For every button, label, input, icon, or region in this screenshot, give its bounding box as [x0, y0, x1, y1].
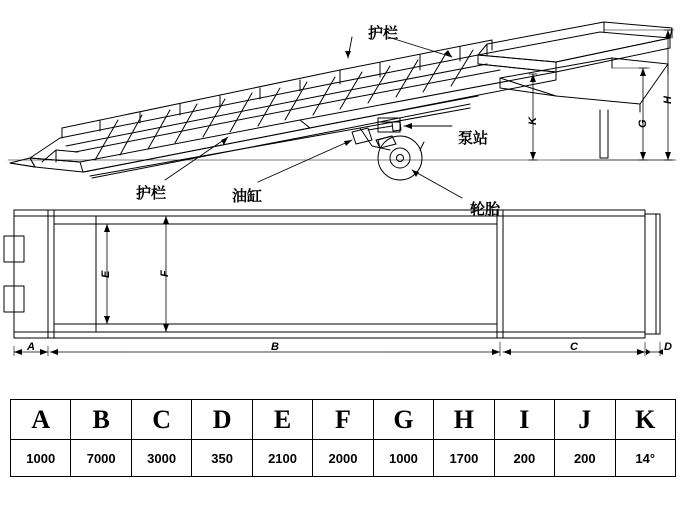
spec-value-cell: 2100 [252, 440, 312, 477]
dim-letter-E: E [100, 270, 112, 278]
dim-letter-A: A [27, 341, 35, 353]
spec-value-cell: 1000 [373, 440, 433, 477]
spec-table-header-row [11, 400, 676, 440]
spec-value-cell: 2000 [313, 440, 373, 477]
spec-header-cell: A [11, 400, 71, 440]
spec-header-cell: G [373, 400, 433, 440]
dim-letter-C: C [570, 341, 578, 353]
spec-header-cell: I [494, 400, 554, 440]
label-guardrail-top: 护栏 [368, 25, 399, 42]
spec-value-cell: 1000 [11, 440, 71, 477]
dim-letter-D: D [664, 341, 672, 353]
dim-letter-K: K [527, 117, 539, 125]
spec-value-cell: 350 [192, 440, 252, 477]
plan-view [4, 210, 663, 356]
spec-header-cell: B [71, 400, 131, 440]
spec-value-cell: 14° [615, 440, 675, 477]
spec-header-cell: D [192, 400, 252, 440]
dim-letter-G: G [637, 119, 649, 128]
spec-table [10, 399, 676, 477]
dim-letter-F: F [159, 270, 171, 277]
spec-header-cell: J [555, 400, 615, 440]
spec-value-cell: 200 [494, 440, 554, 477]
spec-table-value-row [11, 440, 676, 477]
spec-header-cell: E [252, 400, 312, 440]
spec-value-cell: 200 [555, 440, 615, 477]
label-pump-station: 泵站 [458, 130, 489, 147]
spec-value-cell: 7000 [71, 440, 131, 477]
label-guardrail-bottom: 护栏 [136, 185, 167, 202]
spec-header-cell: K [615, 400, 675, 440]
label-tire: 轮胎 [470, 201, 501, 218]
label-cylinder: 油缸 [232, 188, 263, 205]
spec-value-cell: 3000 [131, 440, 191, 477]
spec-value-cell: 1700 [434, 440, 494, 477]
spec-header-cell: F [313, 400, 373, 440]
spec-header-cell: H [434, 400, 494, 440]
dim-letter-B: B [271, 341, 279, 353]
dim-letter-H: H [662, 96, 674, 104]
perspective-view [8, 22, 676, 198]
spec-header-cell: C [131, 400, 191, 440]
